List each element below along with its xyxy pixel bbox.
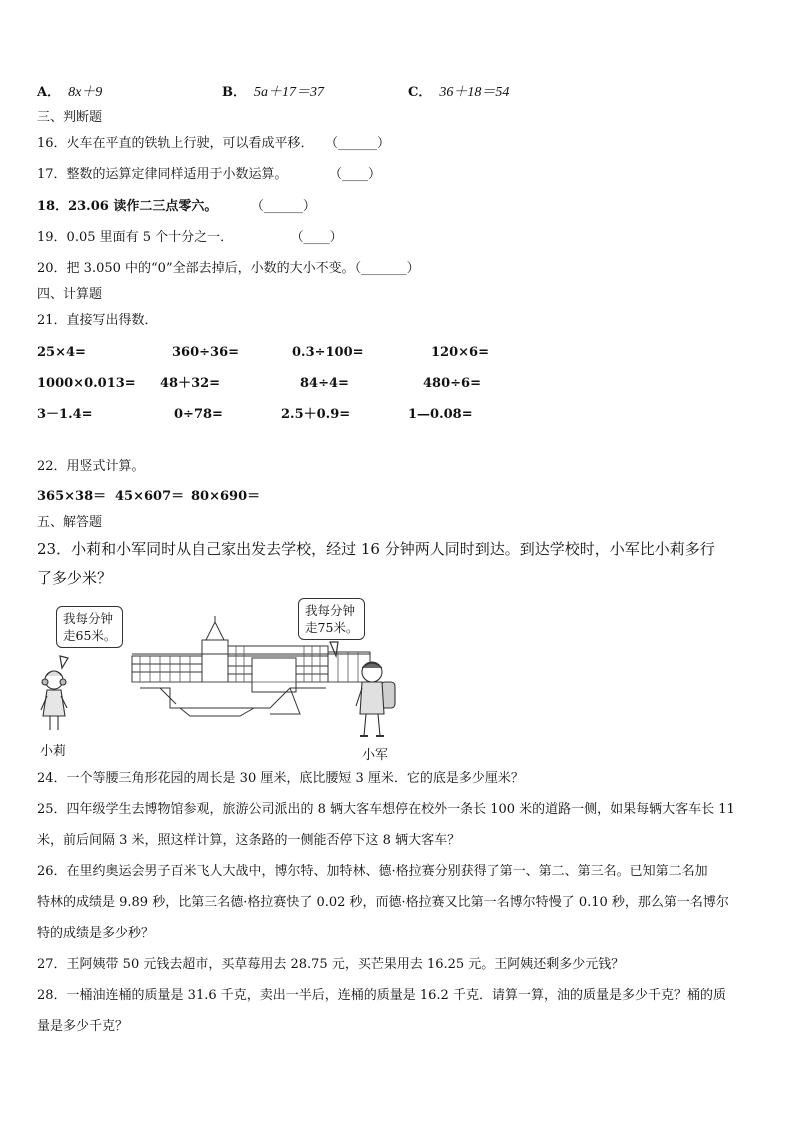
section-3-title: 三、判断题 [37, 110, 103, 125]
girl-name-label: 小莉 [40, 744, 67, 759]
question-26-line-2: 特林的成绩是 9.89 秒，比第三名德·格拉赛快了 0.02 秒，而德·格拉赛又比第一名博尔特慢了 0.10 秒，那么第一名博尔 [37, 895, 729, 910]
question-18 [37, 200, 316, 213]
question-27: 27．王阿姨带 50 元钱去超市，买草莓用去 28.75 元，买芒果用去 16.25 元。王阿姨还剩多少元钱？ [37, 957, 625, 972]
question-28-line-2: 量是多少千克？ [37, 1019, 129, 1034]
option-c [408, 86, 509, 100]
calc-item: 480÷6= [423, 376, 481, 391]
calc-item: 2.5＋0.9= [281, 407, 351, 422]
question-23-line-2: 了多少米？ [37, 569, 113, 587]
question-25-line-2: 米，前后间隔 3 米，照这样计算，这条路的一侧能否停下这 8 辆大客车？ [37, 833, 461, 848]
left-speech-bubble [56, 606, 123, 648]
calc-item: 25×4= [37, 345, 86, 360]
question-25-line-1: 25．四年级学生去博物馆参观，旅游公司派出的 8 辆大客车想停在校外一条长 100 米的道路一侧，如果每辆大客车长 11 [37, 802, 735, 817]
option-a-letter: A． [37, 85, 61, 100]
left-bubble-line-1: 我每分钟 [63, 611, 114, 626]
answer-blank-16[interactable]: （______） [331, 136, 391, 151]
question-16 [37, 137, 390, 150]
question-20 [37, 262, 420, 275]
left-bubble-line-2: 走65米。 [63, 628, 117, 643]
option-b [222, 86, 324, 100]
boy-figure-icon [356, 662, 395, 736]
right-bubble-line-1: 我每分钟 [305, 603, 356, 618]
boy-name-label: 小军 [362, 748, 389, 763]
calc-item: 1000×0.013= [37, 376, 136, 391]
section-5-title: 五、解答题 [37, 515, 103, 530]
answer-blank-19[interactable]: （____） [297, 230, 343, 245]
question-23-illustration [40, 596, 420, 764]
option-b-expr: 5a＋17＝37 [254, 85, 324, 100]
question-19-text: 19．0.05 里面有 5 个十分之一． [37, 230, 234, 245]
question-24: 24．一个等腰三角形花园的周长是 30 厘米，底比腰短 3 厘米．它的底是多少厘米？ [37, 771, 524, 786]
question-20-text: 20．把 3.050 中的“0”全部去掉后，小数的大小不变。 [37, 261, 355, 276]
question-18-text: 18．23.06 读作二三点零六。 [37, 199, 218, 214]
question-21-title: 21．直接写出得数． [37, 313, 158, 328]
question-26-line-3: 特的成绩是多少秒？ [37, 926, 155, 941]
vertical-calc-item: 365×38＝ [37, 489, 107, 504]
calc-item: 360÷36= [172, 345, 240, 360]
question-22-title: 22．用竖式计算。 [37, 459, 145, 474]
answer-blank-17[interactable]: （____） [335, 167, 382, 182]
question-23-line-1: 23．小莉和小军同时从自己家出发去学校，经过 16 分钟两人同时到达。到达学校时，小军比小莉多行 [37, 540, 715, 558]
girl-figure-icon [41, 671, 67, 730]
option-a-expr: 8x＋9 [68, 85, 103, 100]
question-26-line-1: 26．在里约奥运会男子百米飞人大战中，博尔特、加特林、德·格拉赛分别获得了第一、第二、第三名。已知第二名加 [37, 864, 708, 879]
option-b-letter: B． [222, 85, 246, 100]
calc-item: 48＋32= [160, 376, 221, 391]
section-4-title: 四、计算题 [37, 287, 103, 302]
calc-item: 0.3÷100= [292, 345, 364, 360]
question-19 [37, 231, 343, 244]
calc-item: 84÷4= [300, 376, 349, 391]
right-speech-bubble [298, 598, 365, 640]
calc-item: 120×6= [431, 345, 489, 360]
calc-item: 1—0.08= [408, 407, 473, 422]
calc-item: 3－1.4= [37, 407, 93, 422]
question-17 [37, 168, 381, 181]
option-a [37, 86, 102, 100]
question-16-text: 16．火车在平直的铁轨上行驶，可以看成平移． [37, 136, 314, 151]
right-bubble-line-2: 走75米。 [305, 620, 359, 635]
option-c-expr: 36＋18＝54 [439, 85, 510, 100]
vertical-calc-item: 80×690＝ [191, 489, 261, 504]
vertical-calc-item: 45×607＝ [115, 489, 185, 504]
question-28-line-1: 28．一桶油连桶的质量是 31.6 千克，卖出一半后，连桶的质量是 16.2 千克．请算一算，油的质量是多少千克？桶的质 [37, 988, 726, 1003]
option-c-letter: C． [408, 85, 432, 100]
calc-item: 0÷78= [174, 407, 223, 422]
answer-blank-20[interactable]: （_______） [354, 261, 420, 276]
question-17-text: 17．整数的运算定律同样适用于小数运算。 [37, 167, 288, 182]
answer-blank-18[interactable]: （______） [257, 199, 316, 214]
